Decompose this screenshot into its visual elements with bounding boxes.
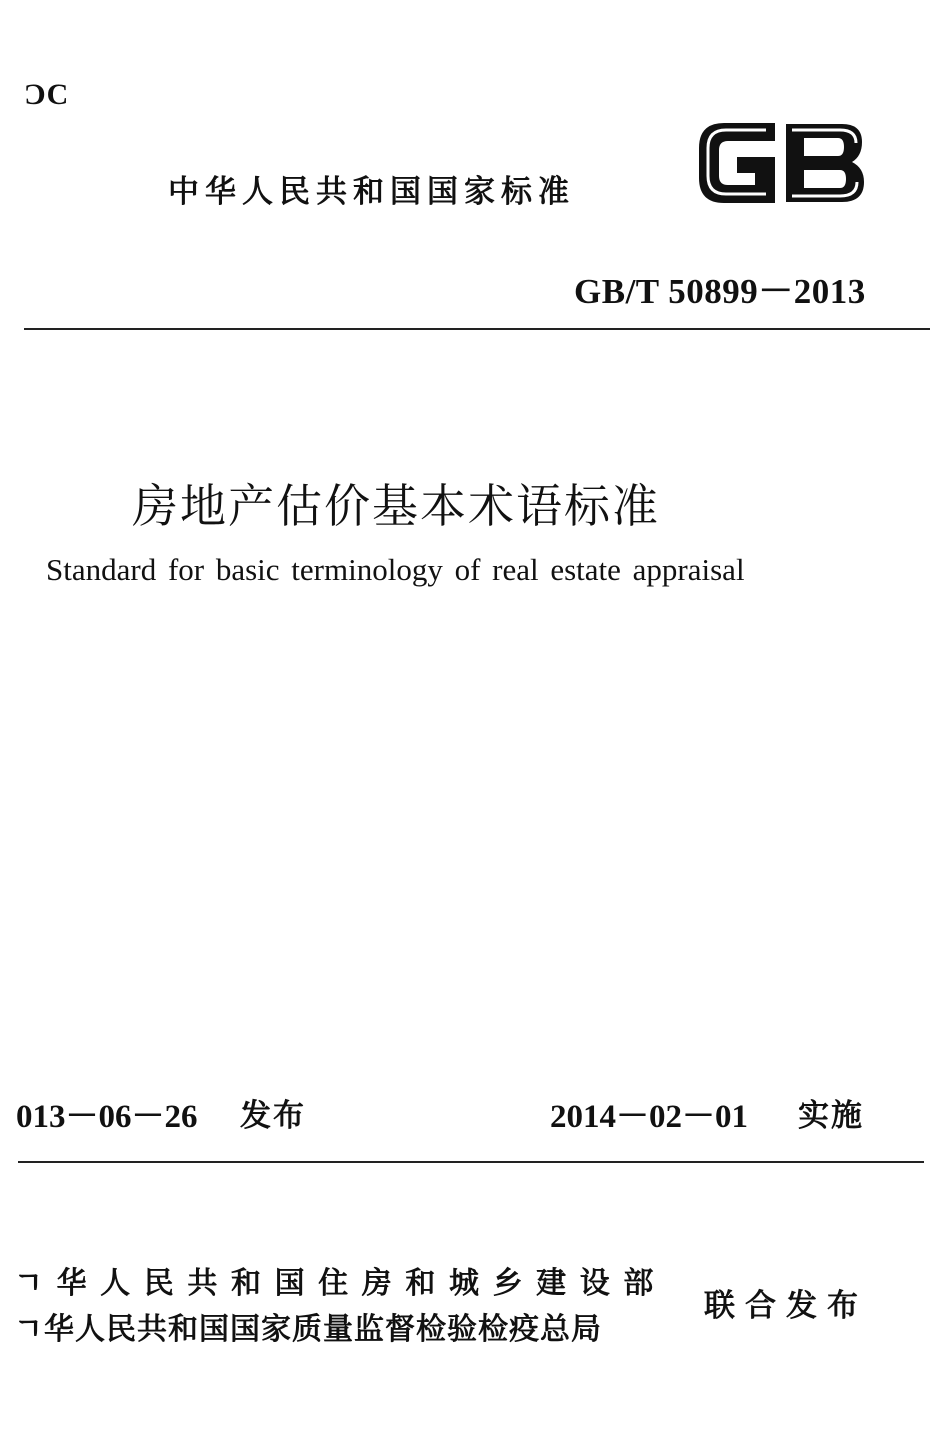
implementation-date: 2014－02－01 <box>550 1099 748 1135</box>
implementation-label: 实施 <box>798 1098 864 1134</box>
standard-number: GB/T 50899－2013 <box>574 272 866 311</box>
top-divider <box>24 328 930 330</box>
title-english: Standard for basic terminology of real estate appraisal <box>46 552 745 587</box>
gb-logo <box>694 116 870 208</box>
title-chinese: 房地产估价基本术语标准 <box>132 479 660 533</box>
corner-code: ƆC <box>24 78 70 111</box>
publisher-aqsiq: ㄱ华人民共和国国家质量监督检验检疫总局 <box>14 1312 602 1347</box>
joint-publish-label: 联合发布 <box>704 1288 868 1324</box>
publisher-ministry: ㄱ华人民共和国住房和城乡建设部 <box>14 1266 667 1301</box>
bottom-divider <box>18 1161 924 1163</box>
gb-logo-graphic <box>694 116 870 208</box>
issuer-heading: 中华人民共和国国家标准 <box>168 174 575 210</box>
issue-label: 发布 <box>240 1098 306 1134</box>
issue-date: 013－06－26 <box>16 1099 198 1135</box>
